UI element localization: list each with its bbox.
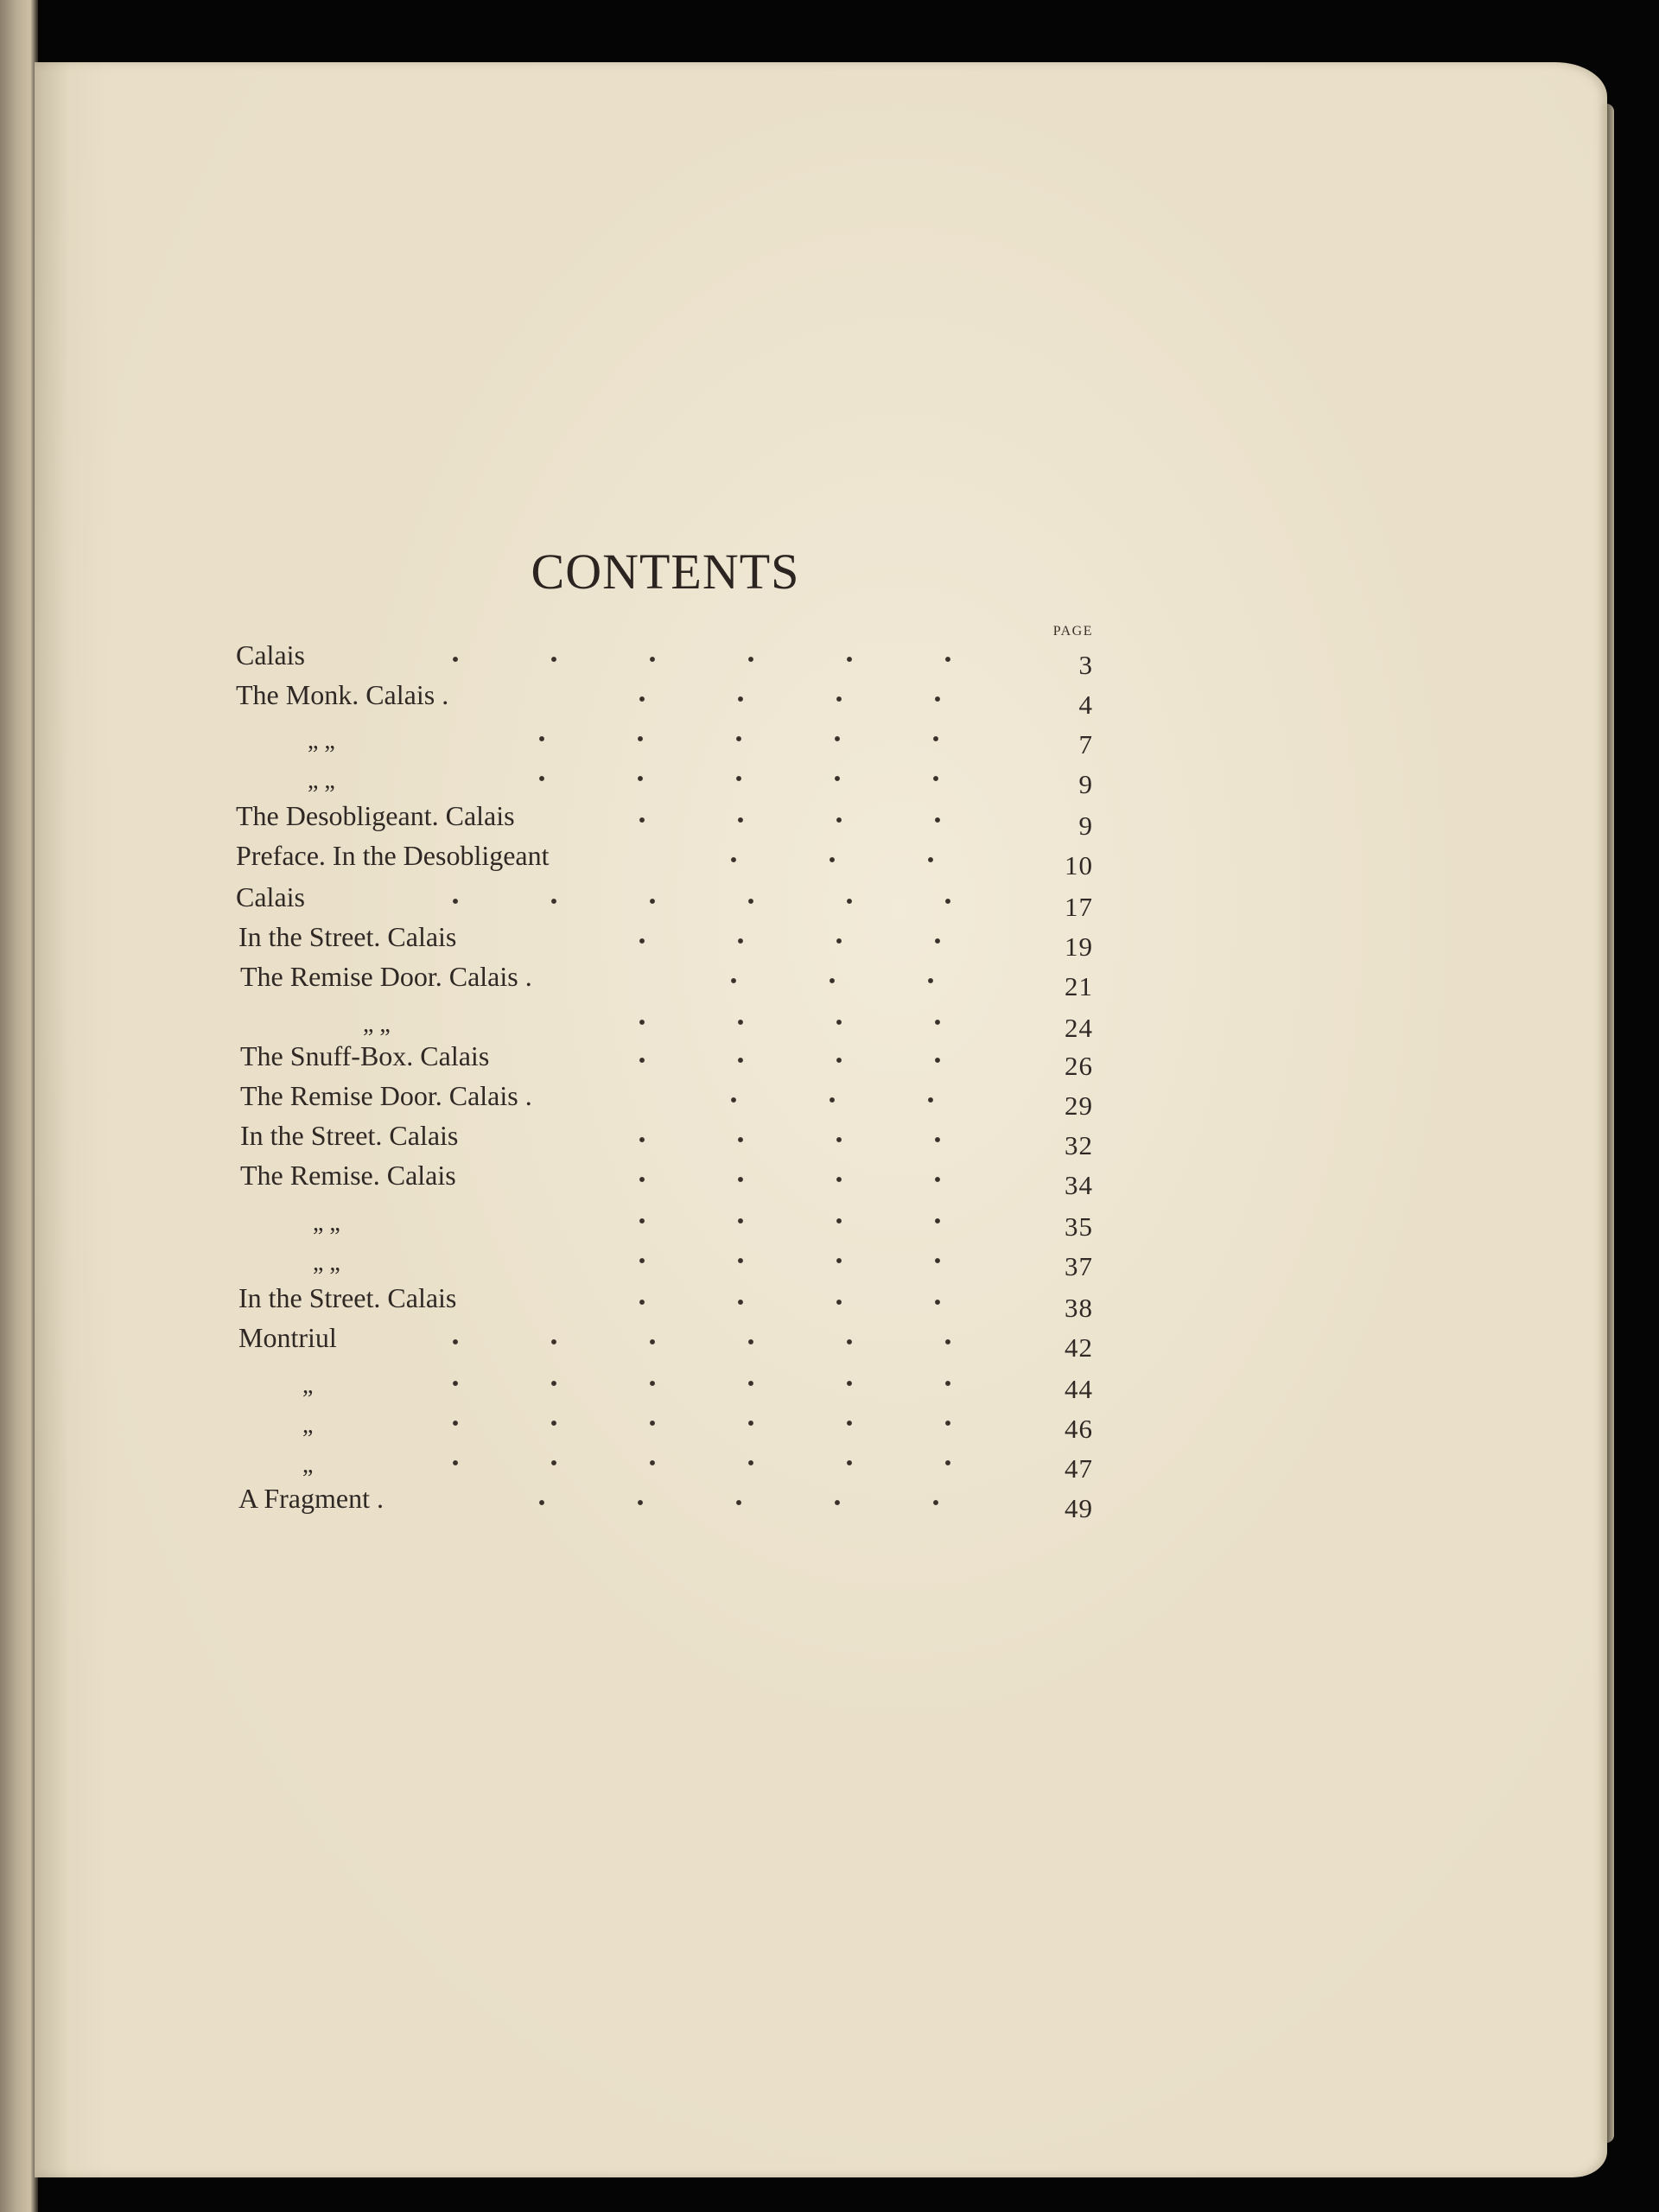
toc-entry: [0, 1160, 1659, 1199]
dot-leader: [596, 1166, 1020, 1192]
dot-leader: [596, 928, 1020, 954]
ditto-marks: „: [302, 1372, 314, 1399]
dot-leader: [596, 686, 1020, 712]
dot-leader: [691, 968, 1020, 994]
entry-page-number: 24: [1065, 1013, 1093, 1043]
dot-leader: [596, 1127, 1020, 1153]
toc-entry: [0, 1363, 1659, 1403]
toc-entry: [0, 921, 1659, 961]
entry-label: In the Street. Calais: [238, 921, 457, 952]
dot-leader: [397, 1410, 1020, 1436]
entry-page-number: 26: [1065, 1051, 1093, 1081]
entry-page-number: 35: [1065, 1211, 1093, 1242]
entry-page-number: 21: [1065, 971, 1093, 1001]
toc-entry: [0, 840, 1659, 880]
toc-entry: [0, 1120, 1659, 1160]
dot-leader: [484, 1490, 1020, 1516]
entry-page-number: 3: [1078, 650, 1093, 680]
dot-leader: [484, 726, 1020, 752]
dot-leader: [484, 766, 1020, 791]
entry-page-number: 32: [1065, 1130, 1093, 1160]
entry-label: The Desobligeant. Calais: [236, 800, 515, 831]
toc-entry: [0, 800, 1659, 840]
dot-leader: [397, 1450, 1020, 1476]
toc-entry: [0, 881, 1659, 921]
dot-leader: [691, 847, 1020, 873]
toc-entry: [0, 1241, 1659, 1281]
ditto-marks: „: [302, 1412, 314, 1439]
entry-page-number: 10: [1065, 850, 1093, 880]
entry-label: The Remise. Calais: [240, 1160, 456, 1191]
toc-entry: [0, 1443, 1659, 1483]
dot-leader: [596, 1248, 1020, 1274]
dot-leader: [596, 1047, 1020, 1073]
entry-page-number: 44: [1065, 1374, 1093, 1404]
entry-label: Montriul: [238, 1322, 337, 1353]
dot-leader: [691, 1087, 1020, 1113]
toc-entry: [0, 1002, 1659, 1042]
entry-page-number: 46: [1065, 1414, 1093, 1444]
toc-entry: [0, 719, 1659, 759]
entry-page-number: 7: [1078, 729, 1093, 760]
toc-entry: [0, 1282, 1659, 1322]
entry-page-number: 47: [1065, 1453, 1093, 1484]
ditto-marks: „: [302, 1452, 314, 1478]
toc-entry: [0, 1483, 1659, 1522]
entry-label: Calais: [236, 639, 305, 671]
toc-entry: [0, 759, 1659, 798]
entry-label: The Remise Door. Calais .: [240, 961, 532, 992]
entry-page-number: 38: [1065, 1293, 1093, 1323]
toc-entry: [0, 1201, 1659, 1241]
ditto-marks: „ „: [313, 1249, 340, 1276]
dot-leader: [596, 1009, 1020, 1035]
toc-entry: [0, 1040, 1659, 1080]
ditto-marks: „ „: [308, 767, 335, 794]
dot-leader: [397, 646, 1020, 672]
entry-label: Preface. In the Desobligeant: [236, 840, 550, 871]
entry-page-number: 37: [1065, 1251, 1093, 1281]
entry-page-number: 34: [1065, 1170, 1093, 1200]
entry-page-number: 17: [1065, 892, 1093, 922]
page-title: CONTENTS: [531, 543, 800, 600]
page-column-heading: PAGE: [1052, 624, 1093, 639]
entry-page-number: 9: [1078, 769, 1093, 799]
dot-leader: [596, 807, 1020, 833]
toc-entry: [0, 1403, 1659, 1443]
entry-page-number: 9: [1078, 810, 1093, 841]
entry-label: The Snuff-Box. Calais: [240, 1040, 490, 1071]
toc-entry: [0, 639, 1659, 679]
dot-leader: [397, 888, 1020, 914]
toc-entry: [0, 1080, 1659, 1120]
entry-page-number: 29: [1065, 1090, 1093, 1121]
entry-label: The Monk. Calais .: [236, 679, 449, 710]
entry-page-number: 42: [1065, 1332, 1093, 1363]
entry-label: Calais: [236, 881, 305, 912]
entry-label: In the Street. Calais: [240, 1120, 459, 1151]
entry-page-number: 49: [1065, 1493, 1093, 1523]
dot-leader: [397, 1370, 1020, 1396]
entry-page-number: 19: [1065, 931, 1093, 962]
dot-leader: [596, 1289, 1020, 1315]
entry-page-number: 4: [1078, 690, 1093, 720]
ditto-marks: „ „: [363, 1011, 391, 1038]
dot-leader: [596, 1208, 1020, 1234]
toc-entry: [0, 1322, 1659, 1362]
ditto-marks: „ „: [313, 1210, 340, 1236]
dot-leader: [397, 1329, 1020, 1355]
ditto-marks: „ „: [308, 728, 335, 754]
toc-entry: [0, 679, 1659, 719]
entry-label: A Fragment .: [238, 1483, 384, 1514]
entry-label: In the Street. Calais: [238, 1282, 457, 1313]
entry-label: The Remise Door. Calais .: [240, 1080, 532, 1111]
toc-entry: [0, 961, 1659, 1001]
